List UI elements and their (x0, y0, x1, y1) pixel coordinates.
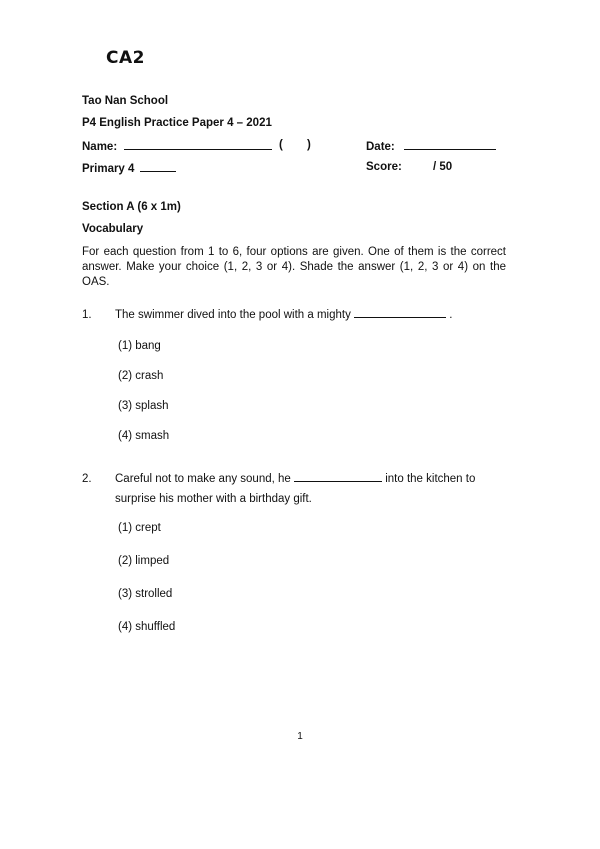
question-number: 1. (82, 309, 92, 321)
name-row (82, 139, 272, 153)
option: (1) bang (118, 340, 161, 352)
name-label: Name: (82, 141, 118, 153)
date-label: Date: (366, 141, 395, 153)
option: (3) splash (118, 400, 169, 412)
date-blank (404, 139, 496, 150)
date-row (366, 139, 496, 153)
option: (4) shuffled (118, 621, 176, 633)
page-number: 1 (297, 731, 303, 742)
score-total: / 50 (433, 161, 453, 173)
option: (4) smash (118, 430, 170, 442)
class-row (82, 161, 176, 175)
option: (3) strolled (118, 588, 173, 600)
answer-blank (294, 471, 382, 482)
question-number: 2. (82, 473, 92, 485)
question-text (115, 305, 525, 325)
section-title: Section A (6 x 1m) (82, 201, 181, 213)
class-blank (140, 161, 176, 172)
option: (2) crash (118, 370, 164, 382)
question-text-before: Careful not to make any sound, he (115, 473, 291, 485)
question-text-after: . (449, 309, 453, 321)
option: (1) crept (118, 522, 161, 534)
section-subtitle: Vocabulary (82, 223, 144, 235)
document-tag: CA2 (106, 48, 145, 68)
school-name: Tao Nan School (82, 95, 169, 107)
index-paren-close: ) (307, 139, 311, 151)
paper-title: P4 English Practice Paper 4 – 2021 (82, 117, 272, 129)
question-text-before: The swimmer dived into the pool with a mighty (115, 309, 351, 321)
class-label: Primary 4 (82, 163, 135, 175)
name-blank (124, 139, 272, 150)
question-text (115, 469, 510, 509)
option: (2) limped (118, 555, 170, 567)
score-label: Score: (366, 161, 402, 173)
question-text-after: into the kitchen to surprise his mother with a birthday gift. (115, 473, 476, 505)
answer-blank (354, 307, 446, 318)
instructions: For each question from 1 to 6, four options are given. One of them is the correct answer. Make your choice (1, 2, 3 or 4). Shade the answer (1, 2, 3 or 4) on the OAS. (82, 246, 506, 288)
index-paren-open: ( (279, 139, 283, 151)
